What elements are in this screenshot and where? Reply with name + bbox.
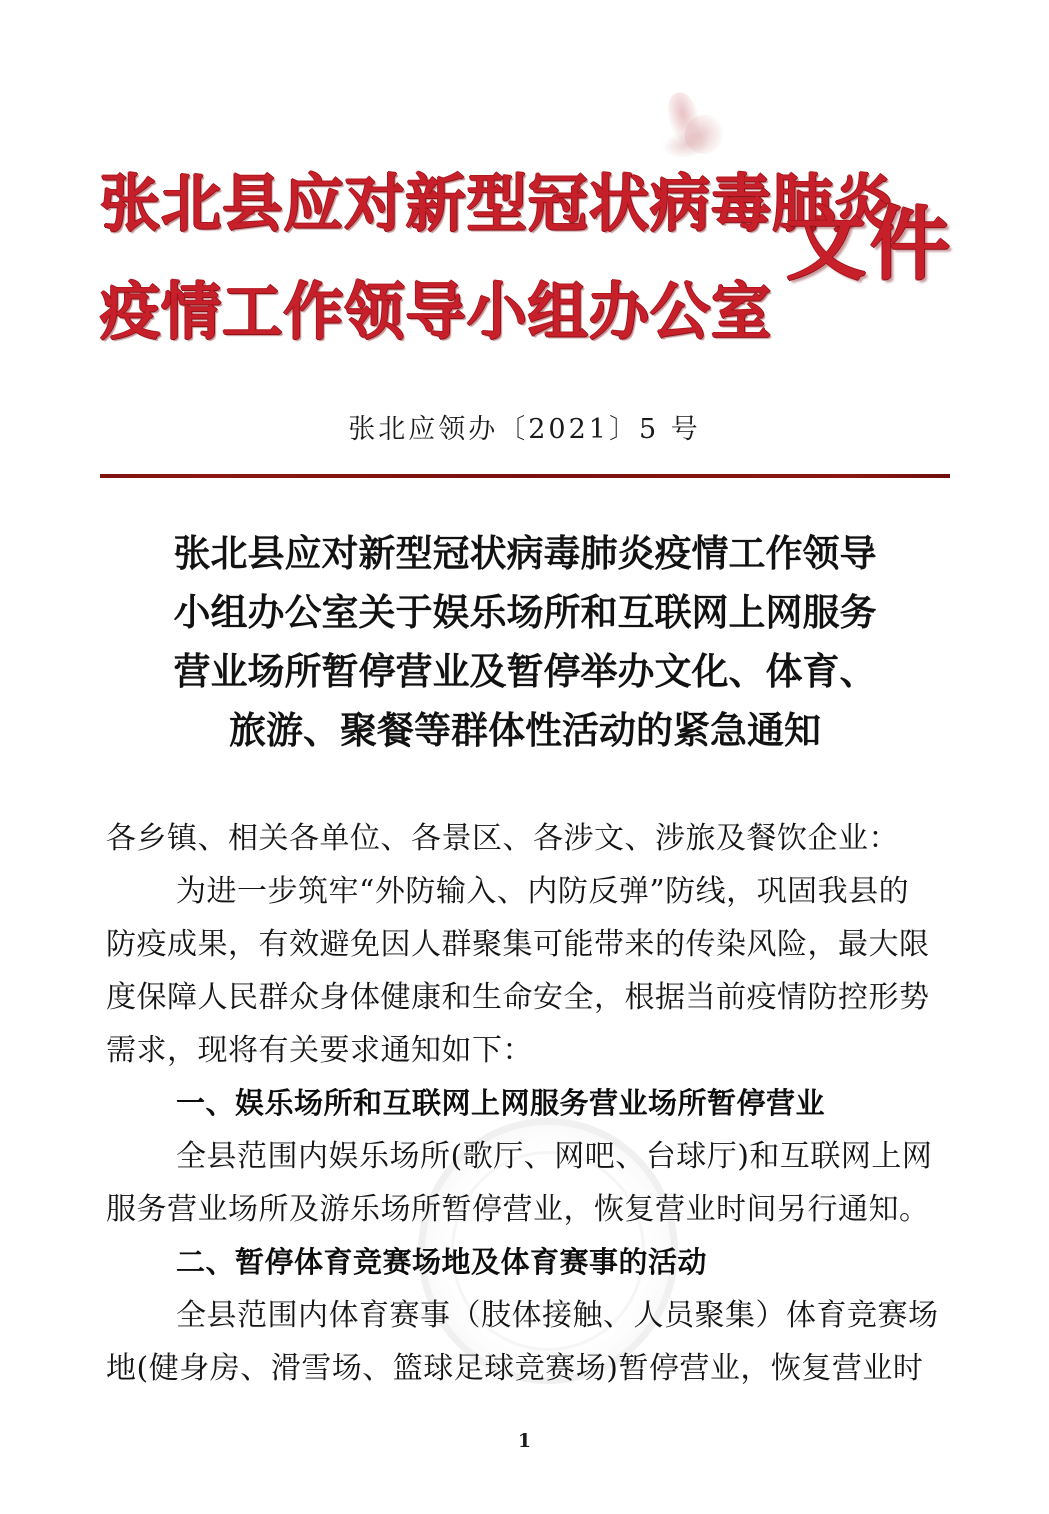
masthead-line-1: 张北县应对新型冠状病毒肺炎 bbox=[100, 167, 895, 240]
salutation: 各乡镇、相关各单位、各景区、各涉文、涉旅及餐饮企业： bbox=[106, 821, 899, 856]
document-body bbox=[106, 812, 952, 1395]
document-number: 张北应领办〔2021〕5 号 bbox=[348, 414, 701, 445]
title-line-1: 张北县应对新型冠状病毒肺炎疫情工作领导 bbox=[173, 531, 877, 575]
document-title bbox=[95, 524, 955, 760]
section-2-line-2: 地(健身房、滑雪场、篮球足球竞赛场)暂停营业，恢复营业时 bbox=[106, 1351, 924, 1386]
masthead bbox=[0, 150, 1049, 380]
section-1-line-2: 服务营业场所及游乐场所暂停营业，恢复营业时间另行通知。 bbox=[106, 1192, 930, 1227]
title-line-4: 旅游、聚餐等群体性活动的紧急通知 bbox=[229, 708, 821, 752]
masthead-line-2: 疫情工作领导小组办公室 bbox=[100, 275, 773, 348]
intro-line-1: 为进一步筑牢“外防输入、内防反弹”防线，巩固我县的 bbox=[176, 874, 910, 909]
section-2-heading: 二、暂停体育竞赛场地及体育赛事的活动 bbox=[176, 1245, 708, 1279]
intro-line-2: 防疫成果，有效避免因人群聚集可能带来的传染风险，最大限 bbox=[106, 927, 930, 962]
masthead-document-word: 文件 bbox=[786, 197, 954, 291]
section-1-line-1: 全县范围内娱乐场所(歌厅、网吧、台球厅)和互联网上网 bbox=[176, 1139, 933, 1174]
title-line-2: 小组办公室关于娱乐场所和互联网上网服务 bbox=[173, 590, 877, 634]
red-divider-rule bbox=[100, 474, 950, 478]
title-line-3: 营业场所暂停营业及暂停举办文化、体育、 bbox=[173, 649, 877, 693]
section-2-line-1: 全县范围内体育赛事（肢体接触、人员聚集）体育竞赛场 bbox=[176, 1298, 939, 1333]
smudge-blob-1 bbox=[663, 89, 705, 149]
intro-line-3: 度保障人民群众身体健康和生命安全，根据当前疫情防控形势 bbox=[106, 980, 930, 1015]
section-1-heading: 一、娱乐场所和互联网上网服务营业场所暂停营业 bbox=[176, 1086, 826, 1120]
page-number: 1 bbox=[517, 1430, 532, 1452]
intro-line-4: 需求，现将有关要求通知如下： bbox=[106, 1033, 533, 1068]
